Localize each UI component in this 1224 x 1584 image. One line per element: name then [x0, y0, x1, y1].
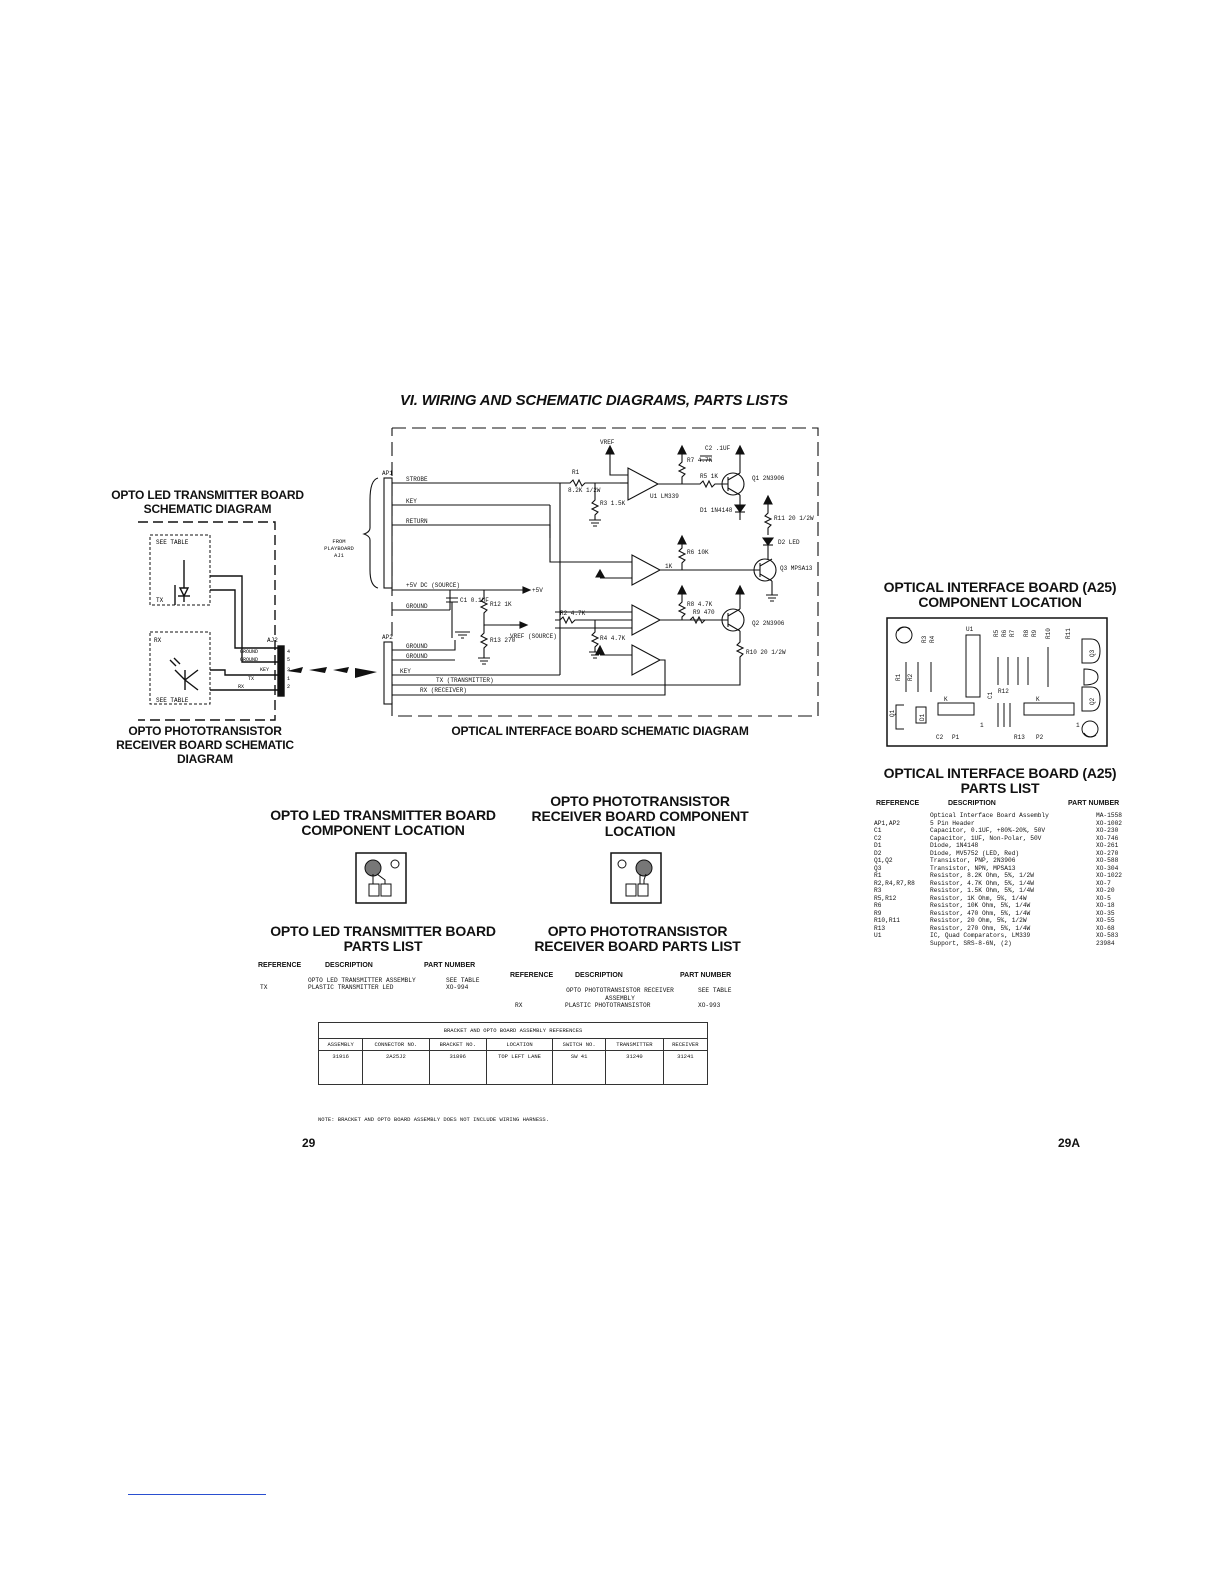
rx-parts-row-1-desc: OPTO PHOTOTRANSISTOR RECEIVER ASSEMBLY: [566, 987, 674, 1002]
parts-cell-ref: R2,R4,R7,R8: [874, 879, 915, 887]
bracket-header-receiver: RECEIVER: [663, 1039, 707, 1051]
vref-source-label: VREF (SOURCE): [510, 633, 557, 640]
q2-label: Q2 2N3906: [752, 620, 785, 627]
parts-cell-ref: R3: [874, 887, 882, 894]
parts-cell-part: XO-1002: [1096, 819, 1122, 827]
strobe-label: STROBE: [406, 476, 428, 483]
comp-k2: K: [1036, 696, 1040, 703]
parts-cell-part: 23984: [1096, 939, 1115, 947]
comp-u1: U1: [966, 626, 974, 633]
optical-component-board: [886, 617, 1108, 747]
list-item: [874, 842, 1132, 850]
comp-r3: R3: [921, 635, 928, 643]
parts-cell-ref: D1: [874, 842, 882, 849]
comp-c1: C1: [987, 691, 994, 699]
see-table-top-label: SEE TABLE: [156, 539, 189, 546]
comp-r12: R12: [998, 688, 1009, 695]
bracket-cell-location: TOP LEFT LANE: [486, 1051, 552, 1085]
parts-cell-desc: Resistor, 1.5K Ohm, 5%, 1/4W: [930, 887, 1034, 894]
parts-cell-part: XO-304: [1096, 864, 1119, 872]
comp-p2: P2: [1036, 734, 1044, 741]
comp-r1: R1: [895, 673, 902, 681]
ap2-label: AP2: [382, 634, 393, 641]
comp-k1: K: [944, 696, 948, 703]
parts-cell-ref: AP1,AP2: [874, 819, 900, 827]
ground2a-label: GROUND: [406, 643, 428, 650]
key-label: KEY: [260, 667, 270, 673]
r2-label: R2 4.7K: [560, 610, 586, 617]
bracket-cell-transmitter: 31240: [606, 1051, 663, 1085]
parts-cell-ref: Q3: [874, 864, 882, 872]
r4-label: R4 4.7K: [600, 635, 626, 642]
parts-cell-desc: Resistor, 270 Ohm, 5%, 1/4W: [930, 924, 1031, 932]
r11-label: R11 20 1/2W: [774, 515, 814, 522]
comp-c2: C2: [936, 734, 944, 741]
comp-pin1a: 1: [980, 722, 984, 729]
comp-r7: R7: [1009, 629, 1016, 637]
tx-parts-header-desc: DESCRIPTION: [325, 962, 373, 969]
tx-component-title: OPTO LED TRANSMITTER BOARD COMPONENT LOCATION: [270, 807, 496, 838]
ground2-label: GROUND: [240, 657, 259, 663]
bracket-note: NOTE: BRACKET AND OPTO BOARD ASSEMBLY DOES NOT INCLUDE WIRING HARNESS.: [318, 1116, 550, 1123]
tx-parts-row-2-part: XO-994: [446, 984, 469, 991]
parts-cell-ref: R10,R11: [874, 917, 900, 924]
aj2-pin2: 2: [287, 684, 291, 690]
list-item: [874, 820, 1132, 828]
bracket-cell-assembly: 31916: [319, 1051, 363, 1085]
list-item: [874, 887, 1132, 895]
r6-label: R6 10K: [687, 549, 709, 556]
list-item: [874, 872, 1132, 880]
r10-label: R10 20 1/2W: [746, 649, 786, 656]
parts-cell-part: XO-270: [1096, 849, 1119, 857]
comp-r5: R5: [993, 629, 1000, 637]
rx-parts-header-part: PART NUMBER: [680, 972, 732, 979]
d1-label: D1 1N4148: [700, 507, 733, 514]
parts-cell-ref: R9: [874, 909, 882, 917]
parts-cell-part: XO-5: [1096, 894, 1111, 902]
list-item: [874, 932, 1132, 940]
c1-label: C1 0.1UF: [460, 597, 489, 604]
list-item: [874, 880, 1132, 888]
page-number-right: 29A: [1058, 1136, 1081, 1150]
bracket-cell-connector: 2A25J2: [363, 1051, 429, 1085]
ground-label-main: GROUND: [406, 603, 428, 610]
parts-cell-desc: Resistor, 8.2K Ohm, 5%, 1/2W: [930, 872, 1034, 879]
aj2-pin1: 1: [287, 676, 291, 682]
optical-parts-header-ref: REFERENCE: [876, 800, 920, 807]
list-item: [874, 917, 1132, 925]
comp-r11: R11: [1065, 628, 1072, 639]
bracket-header-assembly: ASSEMBLY: [319, 1039, 363, 1051]
optical-component-title: OPTICAL INTERFACE BOARD (A25) COMPONENT LOCATION: [883, 579, 1117, 610]
rx-recv-label: RX (RECEIVER): [420, 687, 467, 694]
parts-cell-desc: Support, SRS-8-6N, (2): [930, 939, 1012, 947]
parts-cell-part: XO-7: [1096, 879, 1111, 887]
rx-pin-label: RX: [238, 684, 245, 690]
r7-label: R7 4.7K: [687, 457, 713, 464]
parts-cell-part: XO-55: [1096, 917, 1115, 924]
comp-q3: Q3: [1089, 649, 1096, 657]
tx-schematic-title: OPTO LED TRANSMITTER BOARD SCHEMATIC DIAGRAM: [111, 488, 304, 516]
list-item: [874, 827, 1132, 835]
r1-label: R1: [572, 469, 580, 476]
tx-rx-schematic: [130, 520, 300, 725]
parts-cell-part: MA-1558: [1096, 812, 1122, 819]
tx-trans-label: TX (TRANSMITTER): [436, 677, 494, 684]
parts-cell-desc: Transistor, NPN, MPSA13: [930, 864, 1016, 872]
rx-component-title: OPTO PHOTOTRANSISTOR RECEIVER BOARD COMPONENT LOCATION: [531, 793, 749, 839]
tx-parts-header-ref: REFERENCE: [258, 962, 302, 969]
aj2-pin3: 3: [287, 667, 291, 673]
see-table-bottom-label: SEE TABLE: [156, 697, 189, 704]
page-title: VI. WIRING AND SCHEMATIC DIAGRAMS, PARTS LISTS: [400, 392, 788, 409]
r13-label: R13 270: [490, 637, 516, 644]
parts-cell-part: XO-20: [1096, 887, 1115, 894]
parts-cell-part: XO-261: [1096, 842, 1119, 849]
ground2b-label: GROUND: [406, 653, 428, 660]
parts-cell-ref: C1: [874, 827, 882, 834]
return-label: RETURN: [406, 518, 428, 525]
from-playboard-label: FROM PLAYBOARD AJ1: [324, 538, 354, 559]
parts-cell-desc: IC, Quad Comparators, LM339: [930, 932, 1031, 939]
bracket-table-title: BRACKET AND OPTO BOARD ASSEMBLY REFERENCES: [319, 1023, 708, 1039]
parts-cell-desc: Resistor, 470 Ohm, 5%, 1/4W: [930, 909, 1031, 917]
list-item: [874, 902, 1132, 910]
parts-cell-ref: C2: [874, 834, 882, 842]
parts-cell-desc: 5 Pin Header: [930, 819, 975, 827]
comp-q2: Q2: [1089, 697, 1096, 705]
rx-parts-row-2-desc: PLASTIC PHOTOTRANSISTOR: [565, 1002, 651, 1009]
comp-r4: R4: [929, 635, 936, 643]
list-item: [874, 850, 1132, 858]
u1-label: U1 LM339: [650, 493, 679, 500]
comp-q1: Q1: [889, 709, 896, 717]
key-label-main: KEY: [406, 498, 417, 505]
r3-label: R3 1.5K: [600, 500, 626, 507]
parts-cell-part: XO-18: [1096, 902, 1115, 909]
vref-label: VREF: [600, 439, 615, 446]
parts-cell-part: XO-35: [1096, 909, 1115, 917]
parts-cell-ref: Q1,Q2: [874, 857, 893, 864]
ap1-label: AP1: [382, 470, 393, 477]
comp-r13: R13: [1014, 734, 1025, 741]
footer-rule: [128, 1494, 266, 1495]
bracket-table: [318, 1022, 708, 1085]
bracket-cell-receiver: 31241: [663, 1051, 707, 1085]
aj2-pin4: 4: [287, 649, 291, 655]
parts-cell-part: XO-230: [1096, 827, 1119, 834]
parts-cell-desc: Resistor, 20 Ohm, 5%, 1/2W: [930, 917, 1027, 924]
tx-pin-label: TX: [248, 676, 255, 682]
rx-parts-row-1-part: SEE TABLE: [698, 987, 732, 994]
tx-component-board: [355, 852, 407, 904]
rx-label: RX: [154, 637, 162, 644]
parts-cell-desc: Capacitor, 0.1UF, +80%-20%, 50V: [930, 827, 1046, 834]
bracket-header-location: LOCATION: [486, 1039, 552, 1051]
optical-parts-header-desc: DESCRIPTION: [948, 800, 996, 807]
bracket-cell-bracket: 31896: [429, 1051, 486, 1085]
list-item: [874, 940, 1132, 948]
rx-schematic-title: OPTO PHOTOTRANSISTOR RECEIVER BOARD SCHEMATIC DIAGRAM: [116, 724, 294, 766]
parts-cell-desc: Resistor, 10K Ohm, 5%, 1/4W: [930, 902, 1031, 909]
parts-cell-part: XO-1022: [1096, 872, 1122, 879]
comp-pin1b: 1: [1076, 722, 1080, 729]
parts-cell-desc: Resistor, 4.7K Ohm, 5%, 1/4W: [930, 879, 1034, 887]
rx-parts-header-ref: REFERENCE: [510, 972, 554, 979]
comp-p1: P1: [952, 734, 960, 741]
bracket-header-bracket: BRACKET NO.: [429, 1039, 486, 1051]
rx-parts-row-2-ref: RX: [515, 1002, 523, 1009]
parts-cell-part: XO-746: [1096, 834, 1119, 842]
tx-parts-title: OPTO LED TRANSMITTER BOARD PARTS LIST: [270, 923, 496, 954]
bracket-header-transmitter: TRANSMITTER: [606, 1039, 663, 1051]
bracket-cell-switch: SW 41: [553, 1051, 606, 1085]
tx-label: TX: [156, 597, 164, 604]
bracket-header-connector: CONNECTOR NO.: [363, 1039, 429, 1051]
list-item: [874, 865, 1132, 873]
parts-cell-desc: Diode, MV5752 (LED, Red): [930, 849, 1020, 857]
c2-label: C2 .1UF: [705, 445, 731, 452]
list-item: [874, 812, 1132, 820]
parts-cell-desc: Diode, 1N4148: [930, 842, 979, 849]
q3-label: Q3 MPSA13: [780, 565, 813, 572]
parts-cell-ref: R13: [874, 924, 886, 932]
aj2-pin5: 5: [287, 657, 291, 663]
tx-parts-header-part: PART NUMBER: [424, 962, 476, 969]
optical-parts-title: OPTICAL INTERFACE BOARD (A25) PARTS LIST: [883, 765, 1117, 796]
parts-cell-ref: D2: [874, 849, 882, 857]
r5-label: R5 1K: [700, 473, 719, 480]
r8-label: R8 4.7K: [687, 601, 713, 608]
parts-cell-part: XO-583: [1096, 932, 1119, 939]
list-item: [874, 857, 1132, 865]
parts-cell-desc: Capacitor, 1UF, Non-Polar, 50V: [930, 834, 1042, 842]
comp-r6: R6: [1001, 629, 1008, 637]
list-item: [874, 910, 1132, 918]
aj2-label: AJ2: [267, 637, 278, 644]
comp-r8: R8: [1023, 629, 1030, 637]
parts-cell-desc: Resistor, 1K Ohm, 5%, 1/4W: [930, 894, 1027, 902]
rx-parts-row-2-part: XO-993: [698, 1002, 721, 1009]
list-item: [874, 835, 1132, 843]
tx-parts-row-2-desc: PLASTIC TRANSMITTER LED: [308, 984, 394, 991]
parts-cell-part: XO-588: [1096, 857, 1119, 864]
q1-label: Q1 2N3906: [752, 475, 785, 482]
tx-parts-row-2-ref: TX: [260, 984, 268, 991]
list-item: [874, 895, 1132, 903]
parts-cell-ref: U1: [874, 932, 882, 939]
comp-r9: R9: [1031, 629, 1038, 637]
n1k-label: 1K: [665, 563, 673, 570]
rx-component-board: [610, 852, 662, 904]
comp-r10: R10: [1045, 628, 1052, 639]
optical-parts-header-part: PART NUMBER: [1068, 800, 1120, 807]
comp-r2: R2: [907, 673, 914, 681]
tx-parts-row-1-desc: OPTO LED TRANSMITTER ASSEMBLY: [308, 977, 416, 984]
parts-cell-desc: Transistor, PNP, 2N3906: [930, 857, 1016, 864]
rx-parts-header-desc: DESCRIPTION: [575, 972, 623, 979]
optical-parts-rows: [874, 812, 1132, 947]
r12-label: R12 1K: [490, 601, 512, 608]
plus5v-label: +5V: [532, 587, 543, 594]
optical-interface-schematic: [360, 420, 825, 725]
page-number-left: 29: [302, 1136, 316, 1150]
d2-label: D2 LED: [778, 539, 800, 546]
parts-cell-part: XO-68: [1096, 924, 1115, 932]
list-item: [874, 925, 1132, 933]
comp-d1: D1: [919, 713, 926, 721]
r9-label: R9 470: [693, 609, 715, 616]
parts-cell-ref: R5,R12: [874, 894, 897, 902]
tx-parts-row-1-part: SEE TABLE: [446, 977, 480, 984]
source-label: +5V DC (SOURCE): [406, 582, 461, 589]
optical-schematic-title: OPTICAL INTERFACE BOARD SCHEMATIC DIAGRAM: [451, 724, 749, 738]
bracket-header-switch: SWITCH NO.: [553, 1039, 606, 1051]
key2-label: KEY: [400, 668, 411, 675]
parts-cell-desc: Optical Interface Board Assembly: [930, 812, 1049, 819]
ground1-label: GROUND: [240, 649, 259, 655]
rx-parts-title: OPTO PHOTOTRANSISTOR RECEIVER BOARD PARTS LIST: [534, 923, 741, 954]
parts-cell-ref: R1: [874, 872, 882, 879]
r1-val-label: 8.2K 1/2W: [568, 487, 601, 494]
parts-cell-ref: R6: [874, 902, 882, 909]
